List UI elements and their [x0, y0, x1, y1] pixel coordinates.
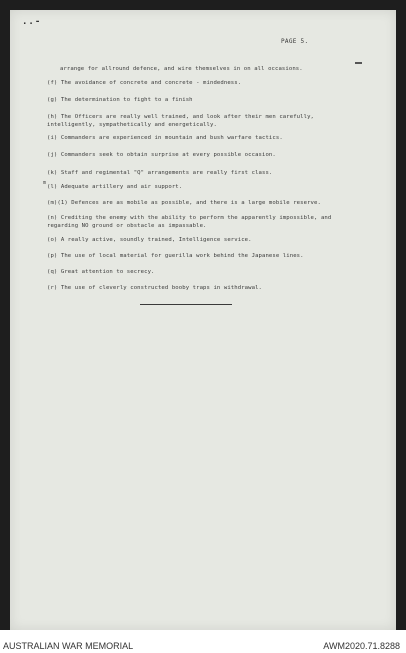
- footer-bar: [0, 630, 406, 653]
- text-line: (i) Commanders are experienced in mountain and bush warfare tactics.: [47, 135, 283, 141]
- text-line: (m)(1) Defences are as mobile as possible, and there is a large mobile reserve.: [47, 200, 321, 206]
- margin-dash: [355, 62, 362, 64]
- corner-mark: ..-: [22, 17, 42, 27]
- text-line: arrange for allround defence, and wire themselves in on all occasions.: [60, 66, 303, 72]
- text-line: (r) The use of cleverly constructed booby traps in withdrawal.: [47, 285, 262, 291]
- footer-accession: AWM2020.71.8288: [323, 641, 400, 651]
- text-line: (f) The avoidance of concrete and concrete - mindedness.: [47, 80, 242, 86]
- text-line: (k) Staff and regimental "Q" arrangements are really first class.: [47, 170, 273, 176]
- text-line: (n) Crediting the enemy with the ability to perform the apparently impossible, and regarding NO ground or obstacle as impassable.: [47, 215, 332, 229]
- footer-credit: AUSTRALIAN WAR MEMORIAL: [3, 641, 134, 651]
- text-line: (o) A really active, soundly trained, Intelligence service.: [47, 237, 252, 243]
- page-number: PAGE 5.: [281, 38, 309, 45]
- text-line: (p) The use of local material for guerilla work behind the Japanese lines.: [47, 253, 304, 259]
- document-page: [10, 10, 396, 630]
- text-line: (g) The determination to fight to a finish: [47, 97, 193, 103]
- text-line: (h) The Officers are really well trained, and look after their men carefully, intelligently, sympathetically and energetically.: [47, 114, 315, 128]
- text-line: (j) Commanders seek to obtain surprise at every possible occasion.: [47, 152, 276, 158]
- handwritten-mark: m: [43, 180, 47, 186]
- text-line: (q) Great attention to secrecy.: [47, 269, 155, 275]
- text-line: (l) Adequate artillery and air support.: [47, 184, 183, 190]
- divider-line: [140, 304, 232, 305]
